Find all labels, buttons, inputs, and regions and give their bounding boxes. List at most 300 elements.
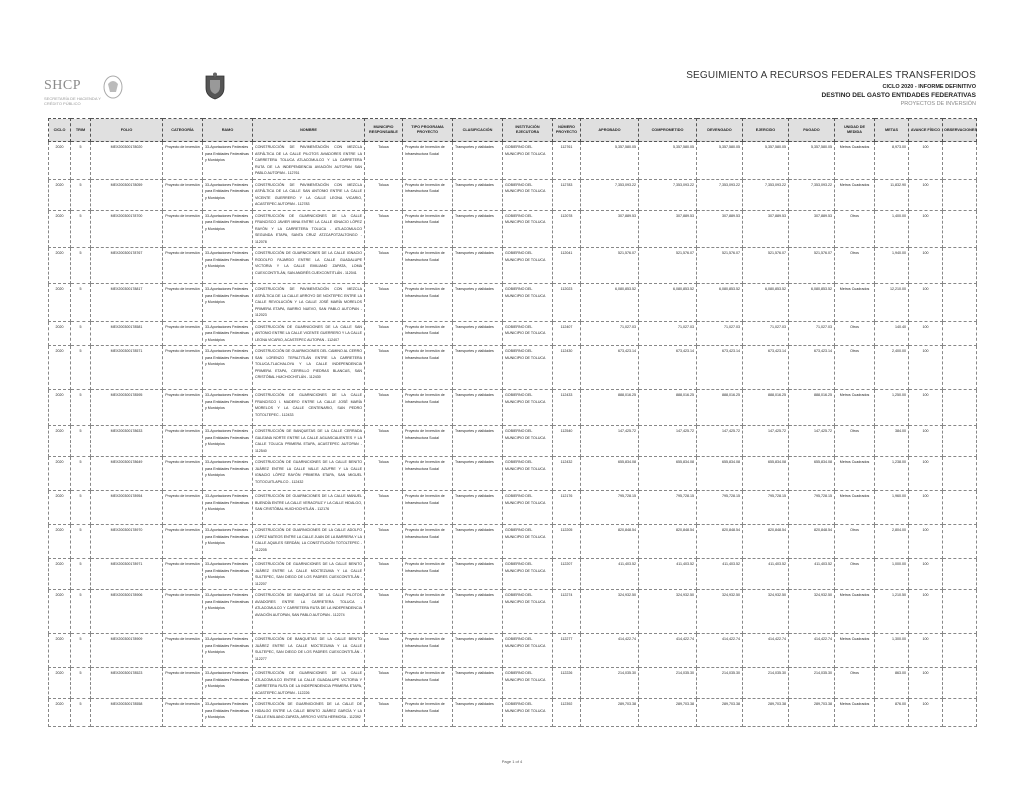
table-row (49, 248, 977, 284)
cell-folio: MEX200300178954 (91, 491, 163, 525)
cell-unidad: Otros (835, 321, 875, 346)
shcp-logo (44, 72, 104, 108)
cell-ramo: 33-Aportaciones Federales para Entidades Federativas y Municipios (203, 179, 253, 210)
cell-aprobado: 214,035.30 (581, 668, 639, 699)
cell-ejercido: 71,027.03 (743, 321, 789, 346)
cell-ramo: 33-Aportaciones Federales para Entidades Federativas y Municipios (203, 559, 253, 590)
cell-devengado: 324,932.50 (697, 590, 743, 634)
cell-avance: 100 (909, 179, 943, 210)
report-title: SEGUIMIENTO A RECURSOS FEDERALES TRANSFERIDOS (686, 70, 976, 81)
cell-tipo: Proyecto de Inversión de Infraestructura Social (403, 142, 453, 180)
cell-num: 112392 (553, 699, 581, 727)
page-header (0, 0, 1024, 118)
cell-trim: 5 (71, 210, 91, 248)
report-subtitle: DESTINO DEL GASTO ENTIDADES FEDERATIVAS (821, 92, 976, 99)
table-row (49, 284, 977, 322)
cell-folio: MEX200300178633 (91, 426, 163, 457)
cell-unidad: Otros (835, 346, 875, 390)
cell-unidad: Otros (835, 559, 875, 590)
cell-pagado: 673,423.14 (789, 346, 835, 390)
table-row (49, 321, 977, 346)
cell-ciclo: 2020 (49, 210, 71, 248)
cell-ciclo: 2020 (49, 426, 71, 457)
cell-ciclo: 2020 (49, 321, 71, 346)
cell-trim: 5 (71, 426, 91, 457)
table-row (49, 590, 977, 634)
cell-ramo: 33-Aportaciones Federales para Entidades Federativas y Municipios (203, 321, 253, 346)
cell-trim: 5 (71, 284, 91, 322)
cell-tipo: Proyecto de Inversión de Infraestructura Social (403, 426, 453, 457)
cell-devengado: 147,425.72 (697, 426, 743, 457)
cell-comprometido: 888,016.25 (639, 390, 697, 426)
cell-ciclo: 2020 (49, 699, 71, 727)
cell-nombre: CONSTRUCCIÓN DE GUARNICIONES DE LA CALLE FRANCISCO JAVIER MINA ENTRE LA CALLE IGNACIO LÓPEZ RAYÓN Y LA CARRETERA TOLUCA - ATLACOMULCO SEGUNDA ETAPA, SANTA CRUZ ATZCAPOTZALTONGO - 112078 (253, 210, 365, 248)
cell-ejercido: 289,703.38 (743, 699, 789, 727)
cell-folio: MEX200300178059 (91, 179, 163, 210)
cell-inst: GOBIERNO DEL MUNICIPIO DE TOLUCA (503, 179, 553, 210)
cell-comprometido: 655,834.08 (639, 457, 697, 491)
cell-metas: 140.40 (875, 321, 909, 346)
cell-devengado: 7,353,093.22 (697, 179, 743, 210)
cell-observaciones (943, 699, 977, 727)
cell-nombre: CONSTRUCCIÓN DE GUARNICIONES DE LA CALLE DE HIDALGO ENTRE LA CALLE BENITO JUÁREZ GARCÍA Y LA CALLE EMILIANO ZAPATA, ARROYO VISTA HERMOSA - 112392 (253, 699, 365, 727)
cell-municipio: Toluca (365, 457, 403, 491)
cell-ejercido: 888,016.25 (743, 390, 789, 426)
cell-trim: 5 (71, 321, 91, 346)
cell-ramo: 33-Aportaciones Federales para Entidades Federativas y Municipios (203, 457, 253, 491)
cell-ramo: 33-Aportaciones Federales para Entidades Federativas y Municipios (203, 590, 253, 634)
cell-ciclo: 2020 (49, 590, 71, 634)
cell-aprobado: 795,728.15 (581, 491, 639, 525)
cell-municipio: Toluca (365, 210, 403, 248)
column-header: OBSERVACIONES (943, 119, 977, 142)
cell-pagado: 655,834.08 (789, 457, 835, 491)
cell-avance: 100 (909, 699, 943, 727)
cell-trim: 5 (71, 525, 91, 559)
cell-avance: 100 (909, 346, 943, 390)
cell-unidad: Metros Cuadrados (835, 634, 875, 668)
cell-municipio: Toluca (365, 346, 403, 390)
cell-observaciones (943, 634, 977, 668)
cell-avance: 100 (909, 248, 943, 284)
cell-clasif: Transportes y vialidades (453, 210, 503, 248)
cell-municipio: Toluca (365, 668, 403, 699)
column-header: NOMBRE (253, 119, 365, 142)
cell-comprometido: 71,027.03 (639, 321, 697, 346)
cell-inst: GOBIERNO DEL MUNICIPIO DE TOLUCA (503, 559, 553, 590)
cell-ramo: 33-Aportaciones Federales para Entidades Federativas y Municipios (203, 634, 253, 668)
cell-metas: 1,400.00 (875, 210, 909, 248)
cell-nombre: CONSTRUCCIÓN DE BANQUETAS DE LA CALLE CERRADA GALEANA NORTE ENTRE LA CALLE AGUASCALIENTES Y LA CALLE TOLUCA PRIMERA ETAPA, ACASTEPEC AUTOPAN - 112540 (253, 426, 365, 457)
table-row (49, 457, 977, 491)
cell-num: 112761 (553, 142, 581, 180)
cell-tipo: Proyecto de Inversión de Infraestructura Social (403, 284, 453, 322)
cell-comprometido: 521,576.07 (639, 248, 697, 284)
cell-observaciones (943, 426, 977, 457)
cell-devengado: 411,403.52 (697, 559, 743, 590)
cell-avance: 100 (909, 668, 943, 699)
cell-metas: 1,250.00 (875, 390, 909, 426)
cell-folio: MEX200300178767 (91, 248, 163, 284)
column-header: APROBADO (581, 119, 639, 142)
cell-folio: MEX200300178571 (91, 346, 163, 390)
table-header-row (49, 119, 977, 142)
cell-tipo: Proyecto de Inversión de Infraestructura Social (403, 559, 453, 590)
cell-tipo: Proyecto de Inversión de Infraestructura Social (403, 321, 453, 346)
cell-aprobado: 307,889.53 (581, 210, 639, 248)
cell-comprometido: 5,357,580.05 (639, 142, 697, 180)
cell-nombre: CONSTRUCCIÓN DE GUARNICIONES DE LA CALLE BENITO JUÁREZ ENTRE LA CALLE MOCTEZUMA Y LA CALLE SULTEPEC, SAN DIEGO DE LOS PADRES CUEXCONTITLÁN - 112207 (253, 559, 365, 590)
cell-categoria: Proyecto de inversión (163, 457, 203, 491)
cell-devengado: 307,889.53 (697, 210, 743, 248)
column-header: FOLIO (91, 119, 163, 142)
cell-categoria: Proyecto de inversión (163, 559, 203, 590)
table-row (49, 426, 977, 457)
cell-trim: 5 (71, 559, 91, 590)
cell-avance: 100 (909, 321, 943, 346)
cell-avance: 100 (909, 491, 943, 525)
cell-observaciones (943, 179, 977, 210)
cell-num: 112433 (553, 390, 581, 426)
cell-municipio: Toluca (365, 525, 403, 559)
cell-unidad: Metros Cuadrados (835, 179, 875, 210)
cell-trim: 5 (71, 491, 91, 525)
cell-num: 112432 (553, 457, 581, 491)
cell-comprometido: 147,425.72 (639, 426, 697, 457)
cell-clasif: Transportes y vialidades (453, 346, 503, 390)
cell-inst: GOBIERNO DEL MUNICIPIO DE TOLUCA (503, 525, 553, 559)
cell-ciclo: 2020 (49, 179, 71, 210)
column-header: METAS (875, 119, 909, 142)
cell-observaciones (943, 525, 977, 559)
cell-devengado: 71,027.03 (697, 321, 743, 346)
cell-avance: 100 (909, 634, 943, 668)
table-row (49, 142, 977, 180)
cell-num: 112407 (553, 321, 581, 346)
cell-observaciones (943, 142, 977, 180)
cell-metas: 1,960.00 (875, 491, 909, 525)
column-header: NÚMERO PROYECTO (553, 119, 581, 142)
cell-inst: GOBIERNO DEL MUNICIPIO DE TOLUCA (503, 668, 553, 699)
cell-tipo: Proyecto de Inversión de Infraestructura Social (403, 525, 453, 559)
cell-aprobado: 7,353,093.22 (581, 179, 639, 210)
cell-tipo: Proyecto de Inversión de Infraestructura Social (403, 590, 453, 634)
cell-ramo: 33-Aportaciones Federales para Entidades Federativas y Municipios (203, 346, 253, 390)
cell-clasif: Transportes y vialidades (453, 699, 503, 727)
cell-comprometido: 414,422.74 (639, 634, 697, 668)
cell-num: 112226 (553, 668, 581, 699)
cell-ejercido: 795,728.15 (743, 491, 789, 525)
cell-municipio: Toluca (365, 142, 403, 180)
cell-nombre: CONSTRUCCIÓN DE GUARNICIONES DE LA CALLE MANUEL BUENDÍA ENTRE LA CALLE VERACRUZ Y LA CALLE HIDALGO, SAN CRISTÓBAL HUICHOCHITLÁN - 112176 (253, 491, 365, 525)
cell-comprometido: 820,848.54 (639, 525, 697, 559)
cell-aprobado: 324,932.50 (581, 590, 639, 634)
cell-aprobado: 147,425.72 (581, 426, 639, 457)
cell-inst: GOBIERNO DEL MUNICIPIO DE TOLUCA (503, 248, 553, 284)
cell-inst: GOBIERNO DEL MUNICIPIO DE TOLUCA (503, 699, 553, 727)
cell-clasif: Transportes y vialidades (453, 457, 503, 491)
cell-trim: 5 (71, 457, 91, 491)
cell-categoria: Proyecto de inversión (163, 284, 203, 322)
cell-pagado: 147,425.72 (789, 426, 835, 457)
cell-categoria: Proyecto de inversión (163, 525, 203, 559)
cell-devengado: 820,848.54 (697, 525, 743, 559)
cell-unidad: Metros Cuadrados (835, 142, 875, 180)
cell-tipo: Proyecto de Inversión de Infraestructura Social (403, 699, 453, 727)
cell-ejercido: 820,848.54 (743, 525, 789, 559)
cell-inst: GOBIERNO DEL MUNICIPIO DE TOLUCA (503, 426, 553, 457)
cell-ejercido: 521,576.07 (743, 248, 789, 284)
cell-ciclo: 2020 (49, 525, 71, 559)
cell-devengado: 888,016.25 (697, 390, 743, 426)
cell-municipio: Toluca (365, 559, 403, 590)
cell-municipio: Toluca (365, 491, 403, 525)
cell-pagado: 888,016.25 (789, 390, 835, 426)
cell-avance: 100 (909, 284, 943, 322)
cell-pagado: 7,353,093.22 (789, 179, 835, 210)
cell-ramo: 33-Aportaciones Federales para Entidades Federativas y Municipios (203, 142, 253, 180)
cell-ejercido: 673,423.14 (743, 346, 789, 390)
column-header: CICLO (49, 119, 71, 142)
cell-metas: 11,832.90 (875, 179, 909, 210)
cell-trim: 5 (71, 346, 91, 390)
cell-observaciones (943, 210, 977, 248)
cell-nombre: CONSTRUCCIÓN DE BANQUETAS DE LA CALLE BENITO JUÁREZ ENTRE LA CALLE MOCTEZUMA Y LA CALLE SULTEPEC, SAN DIEGO DE LOS PADRES CUEXCONTITLÁN - 112277 (253, 634, 365, 668)
cell-aprobado: 673,423.14 (581, 346, 639, 390)
cell-categoria: Proyecto de inversión (163, 426, 203, 457)
table-row (49, 699, 977, 727)
report-section: PROYECTOS DE INVERSIÓN (900, 101, 976, 107)
cell-comprometido: 673,423.14 (639, 346, 697, 390)
cell-num: 112205 (553, 525, 581, 559)
column-header: EJERCIDO (743, 119, 789, 142)
cell-observaciones (943, 346, 977, 390)
cell-pagado: 324,932.50 (789, 590, 835, 634)
cell-unidad: Metros Cuadrados (835, 390, 875, 426)
cell-ciclo: 2020 (49, 559, 71, 590)
table-row (49, 668, 977, 699)
cell-comprometido: 411,403.52 (639, 559, 697, 590)
cell-avance: 100 (909, 142, 943, 180)
cell-ejercido: 414,422.74 (743, 634, 789, 668)
cell-trim: 5 (71, 668, 91, 699)
cell-municipio: Toluca (365, 590, 403, 634)
cell-inst: GOBIERNO DEL MUNICIPIO DE TOLUCA (503, 634, 553, 668)
cell-trim: 5 (71, 390, 91, 426)
cell-clasif: Transportes y vialidades (453, 590, 503, 634)
cell-ciclo: 2020 (49, 457, 71, 491)
cell-clasif: Transportes y vialidades (453, 390, 503, 426)
cell-folio: MEX200300178971 (91, 559, 163, 590)
cell-aprobado: 888,016.25 (581, 390, 639, 426)
cell-metas: 384.00 (875, 426, 909, 457)
table-body (49, 142, 977, 727)
cell-num: 112078 (553, 210, 581, 248)
cell-tipo: Proyecto de Inversión de Infraestructura Social (403, 390, 453, 426)
cell-categoria: Proyecto de inversión (163, 590, 203, 634)
cell-unidad: Otros (835, 525, 875, 559)
shcp-wordmark: SHCP (44, 78, 82, 93)
cell-avance: 100 (909, 525, 943, 559)
cell-clasif: Transportes y vialidades (453, 142, 503, 180)
column-header: INSTITUCIÓN EJECUTORA (503, 119, 553, 142)
cell-avance: 100 (909, 590, 943, 634)
cell-municipio: Toluca (365, 634, 403, 668)
cell-categoria: Proyecto de inversión (163, 634, 203, 668)
cell-metas: 2,400.00 (875, 346, 909, 390)
cell-metas: 12,210.00 (875, 284, 909, 322)
cell-metas: 2,804.00 (875, 525, 909, 559)
cell-avance: 100 (909, 390, 943, 426)
cell-nombre: CONSTRUCCIÓN DE GUARNICIONES DE LA CALLE SAN ANTONIO ENTRE LA CALLE VICENTE GUERRERO Y LA CALLE LEONA VICARIO, ACASTEPEC AUTOPAN - 112407 (253, 321, 365, 346)
cell-unidad: Metros Cuadrados (835, 590, 875, 634)
cell-inst: GOBIERNO DEL MUNICIPIO DE TOLUCA (503, 390, 553, 426)
cell-comprometido: 795,728.15 (639, 491, 697, 525)
cell-municipio: Toluca (365, 321, 403, 346)
cell-ejercido: 7,353,093.22 (743, 179, 789, 210)
cell-unidad: Metros Cuadrados (835, 284, 875, 322)
cell-nombre: CONSTRUCCIÓN DE GUARNICIONES DE LA CALLE BENITO JUÁREZ ENTRE LA CALLE VALLE AZUFRE Y LA CALLE IGNACIO LÓPEZ RAYÓN PRIMERA ETAPA, SAN MIGUEL TOTOCUITLAPILCO - 112432 (253, 457, 365, 491)
cell-nombre: CONSTRUCCIÓN DE GUARNICIONES DE LA CALLE ATLACOMULCO ENTRE LA CALLE GUADALUPE VICTORIA Y CARRETERA RUTA DE LA INDEPENDENCIA PRIMERA ETAPA, ACASTEPEC AUTOPAN - 112226 (253, 668, 365, 699)
cell-tipo: Proyecto de Inversión de Infraestructura Social (403, 210, 453, 248)
cell-unidad: Otros (835, 668, 875, 699)
cell-num: 112783 (553, 179, 581, 210)
cell-aprobado: 521,576.07 (581, 248, 639, 284)
cell-metas: 1,300.00 (875, 634, 909, 668)
cell-ejercido: 307,889.53 (743, 210, 789, 248)
cell-ramo: 33-Aportaciones Federales para Entidades Federativas y Municipios (203, 284, 253, 322)
cell-trim: 5 (71, 248, 91, 284)
column-header: MUNICIPIO RESPONSABLE (365, 119, 403, 142)
cell-aprobado: 820,848.54 (581, 525, 639, 559)
cell-ramo: 33-Aportaciones Federales para Entidades Federativas y Municipios (203, 668, 253, 699)
cell-comprometido: 289,703.38 (639, 699, 697, 727)
column-header: PAGADO (789, 119, 835, 142)
cell-ejercido: 324,932.50 (743, 590, 789, 634)
cell-categoria: Proyecto de inversión (163, 142, 203, 180)
cell-categoria: Proyecto de inversión (163, 668, 203, 699)
cell-tipo: Proyecto de Inversión de Infraestructura Social (403, 346, 453, 390)
cell-municipio: Toluca (365, 284, 403, 322)
cell-nombre: CONSTRUCCIÓN DE GUARNICIONES DE LA CALLE ADOLFO LÓPEZ MATEOS ENTRE LA CALLE JUAN DE LA BARRERA Y LA CALLE AQUILES SERDÁN, LA CONSTITUCIÓN TOTOLTEPEC - 112205 (253, 525, 365, 559)
cell-ramo: 33-Aportaciones Federales para Entidades Federativas y Municipios (203, 525, 253, 559)
cell-clasif: Transportes y vialidades (453, 491, 503, 525)
cell-categoria: Proyecto de inversión (163, 248, 203, 284)
cell-folio: MEX200300178020 (91, 142, 163, 180)
cell-devengado: 795,728.15 (697, 491, 743, 525)
cell-ejercido: 5,357,580.05 (743, 142, 789, 180)
cell-devengado: 5,357,580.05 (697, 142, 743, 180)
cell-pagado: 5,357,580.05 (789, 142, 835, 180)
cell-tipo: Proyecto de Inversión de Infraestructura Social (403, 491, 453, 525)
cell-municipio: Toluca (365, 179, 403, 210)
cell-tipo: Proyecto de Inversión de Infraestructura Social (403, 179, 453, 210)
cell-ejercido: 6,080,853.52 (743, 284, 789, 322)
cell-municipio: Toluca (365, 426, 403, 457)
cell-pagado: 6,080,853.52 (789, 284, 835, 322)
cell-devengado: 6,080,853.52 (697, 284, 743, 322)
cell-tipo: Proyecto de Inversión de Infraestructura Social (403, 457, 453, 491)
cell-clasif: Transportes y vialidades (453, 284, 503, 322)
eagle-emblem-icon (102, 74, 124, 100)
cell-nombre: CONSTRUCCIÓN DE PAVIMENTACIÓN CON MEZCLA ASFÁLTICA DE LA CALLE SAN ANTONIO ENTRE LA CALLE VICENTE GUERRERO Y LA CALLE LEONA VICARIO, ACASTEPEC AUTOPAN - 112783 (253, 179, 365, 210)
cell-tipo: Proyecto de Inversión de Infraestructura Social (403, 668, 453, 699)
cell-observaciones (943, 248, 977, 284)
cell-comprometido: 7,353,093.22 (639, 179, 697, 210)
cell-pagado: 414,422.74 (789, 634, 835, 668)
cell-observaciones (943, 590, 977, 634)
cell-inst: GOBIERNO DEL MUNICIPIO DE TOLUCA (503, 457, 553, 491)
table-row (49, 390, 977, 426)
cell-unidad: Otros (835, 248, 875, 284)
cell-comprometido: 214,035.30 (639, 668, 697, 699)
cell-folio: MEX200300178970 (91, 525, 163, 559)
cell-avance: 100 (909, 559, 943, 590)
cell-aprobado: 289,703.38 (581, 699, 639, 727)
cell-clasif: Transportes y vialidades (453, 668, 503, 699)
cell-folio: MEX200300178700 (91, 210, 163, 248)
cell-folio: MEX200300178523 (91, 668, 163, 699)
table-row (49, 559, 977, 590)
cell-ciclo: 2020 (49, 668, 71, 699)
column-header: TRIM (71, 119, 91, 142)
cell-ramo: 33-Aportaciones Federales para Entidades Federativas y Municipios (203, 248, 253, 284)
cell-folio: MEX200300178595 (91, 390, 163, 426)
cell-nombre: CONSTRUCCIÓN DE GUARNICIONES DE LA CALLE IGNACIO RODOLFO FAJARDO ENTRE LA CALLE GUADALUPE VICTORIA Y LA CALLE EMILIANO ZAPATA, LOMA CUEXCONTITLÁN, SAN ANDRÉS CUEXCONTITLÁN - 112041 (253, 248, 365, 284)
cell-ejercido: 214,035.30 (743, 668, 789, 699)
cell-avance: 100 (909, 457, 943, 491)
cell-comprometido: 307,889.53 (639, 210, 697, 248)
cell-trim: 5 (71, 590, 91, 634)
cell-unidad: Metros Cuadrados (835, 457, 875, 491)
cell-municipio: Toluca (365, 699, 403, 727)
cell-nombre: CONSTRUCCIÓN DE PAVIMENTACIÓN CON MEZCLA ASFÁLTICA DE LA CALLE PILOTOS AVIADORES ENTRE LA CARRETERA TOLUCA ATLACOMULCO Y LA CARRETERA RUTA DE LA INDEPENDENCIA AVIACIÓN AUTOPAN SAN PABLO AUTOPAN - 112761 (253, 142, 365, 180)
cell-ramo: 33-Aportaciones Federales para Entidades Federativas y Municipios (203, 390, 253, 426)
cell-clasif: Transportes y vialidades (453, 525, 503, 559)
cell-metas: 1,940.00 (875, 248, 909, 284)
column-header: DEVENGADO (697, 119, 743, 142)
cell-categoria: Proyecto de inversión (163, 210, 203, 248)
table-row (49, 634, 977, 668)
shcp-subtitle: SECRETARÍA DE HACIENDA Y CRÉDITO PÚBLICO (44, 96, 101, 106)
cell-avance: 100 (909, 210, 943, 248)
cell-nombre: CONSTRUCCIÓN DE GUARNICIONES DE LA CALLE FRANCISCO I. MADERO ENTRE LA CALLE JOSÉ MARÍA MORELOS Y LA CALLE CENTENARIO, SAN PEDRO TOTOLTEPEC - 112433 (253, 390, 365, 426)
cell-inst: GOBIERNO DEL MUNICIPIO DE TOLUCA (503, 284, 553, 322)
cell-metas: 876.00 (875, 699, 909, 727)
cell-inst: GOBIERNO DEL MUNICIPIO DE TOLUCA (503, 321, 553, 346)
cell-inst: GOBIERNO DEL MUNICIPIO DE TOLUCA (503, 210, 553, 248)
cell-unidad: Metros Cuadrados (835, 491, 875, 525)
cell-ejercido: 147,425.72 (743, 426, 789, 457)
column-header: AVANCE FÍSICO (909, 119, 943, 142)
cell-categoria: Proyecto de inversión (163, 179, 203, 210)
cell-municipio: Toluca (365, 390, 403, 426)
cell-clasif: Transportes y vialidades (453, 634, 503, 668)
cell-comprometido: 6,080,853.52 (639, 284, 697, 322)
cell-folio: MEX200300178906 (91, 590, 163, 634)
table-row (49, 346, 977, 390)
cell-num: 112023 (553, 284, 581, 322)
cell-unidad: Otros (835, 210, 875, 248)
cell-observaciones (943, 390, 977, 426)
cell-aprobado: 71,027.03 (581, 321, 639, 346)
cell-ciclo: 2020 (49, 491, 71, 525)
cell-trim: 5 (71, 179, 91, 210)
cell-tipo: Proyecto de Inversión de Infraestructura Social (403, 248, 453, 284)
cell-devengado: 214,035.30 (697, 668, 743, 699)
cell-tipo: Proyecto de Inversión de Infraestructura Social (403, 634, 453, 668)
cell-observaciones (943, 321, 977, 346)
